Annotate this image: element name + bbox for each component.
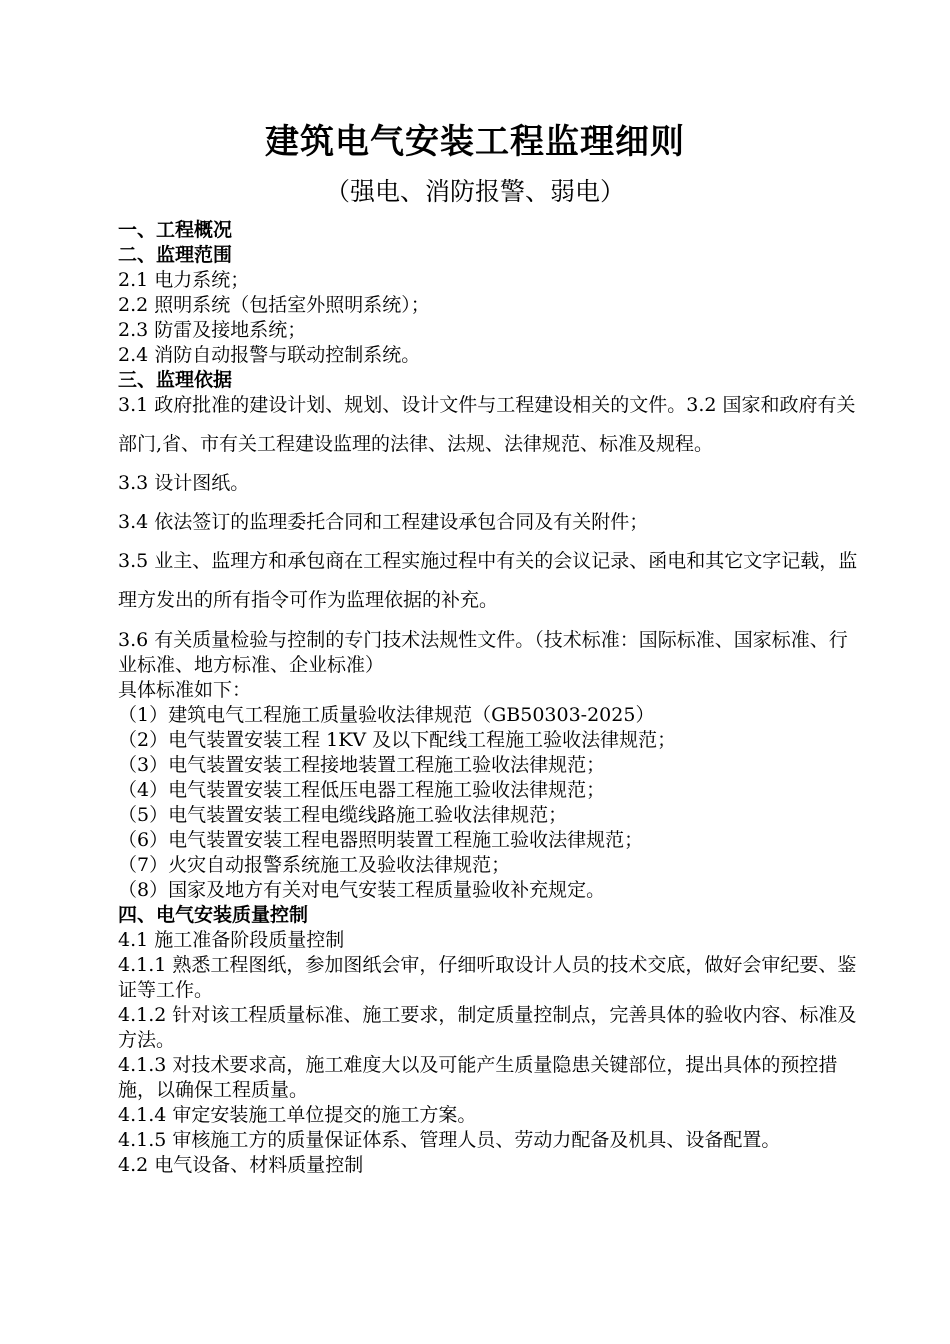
standard-item: （8）国家及地方有关对电气安装工程质量验收补充规定。 (118, 879, 606, 901)
document-body (118, 218, 858, 1178)
section-heading-scope: 二、监理范围 (118, 244, 233, 266)
scope-item: 2.3 防雷及接地系统； (118, 319, 307, 341)
standards-intro: 具体标准如下： (118, 679, 252, 701)
basis-paragraph-3-1: 3.1 政府批准的建设计划、规划、设计文件与工程建设相关的文件。3.2 国家和政府有关部门,省、市有关工程建设监理的法律、法规、法律规范、标准及规程。 (118, 394, 856, 455)
item-4-1-2: 4.1.2 针对该工程质量标准、施工要求，制定质量控制点，完善具体的验收内容、标准及方法。 (118, 1004, 857, 1051)
document-title: 建筑电气安装工程监理细则 (265, 122, 685, 162)
standard-item: （2）电气装置安装工程 1KV 及以下配线工程施工验收法律规范； (118, 729, 677, 751)
standard-item: （4）电气装置安装工程低压电器工程施工验收法律规范； (118, 779, 606, 801)
scope-item: 2.2 照明系统（包括室外照明系统）； (118, 294, 430, 316)
standard-item: （3）电气装置安装工程接地装置工程施工验收法律规范； (118, 754, 606, 776)
scope-item: 2.1 电力系统； (118, 269, 250, 291)
standard-item: （6）电气装置安装工程电器照明装置工程施工验收法律规范； (118, 829, 644, 851)
basis-paragraph-3-5: 3.5 业主、监理方和承包商在工程实施过程中有关的会议记录、函电和其它文字记载，监理方发出的所有指令可作为监理依据的补充。 (118, 550, 858, 611)
standard-item: （7）火灾自动报警系统施工及验收法律规范； (118, 854, 511, 876)
section-heading-basis: 三、监理依据 (118, 369, 233, 391)
standard-item: （1）建筑电气工程施工质量验收法律规范（GB50303-2025） (118, 704, 655, 726)
item-4-1-4: 4.1.4 审定安装施工单位提交的施工方案。 (118, 1104, 477, 1126)
item-4-1-3: 4.1.3 对技术要求高，施工难度大以及可能产生质量隐患关键部位，提出具体的预控措施，以确保工程质量。 (118, 1054, 838, 1101)
item-4-1-1: 4.1.1 熟悉工程图纸，参加图纸会审，仔细听取设计人员的技术交底，做好会审纪要、鉴证等工作。 (118, 954, 857, 1001)
basis-paragraph-3-6: 3.6 有关质量检验与控制的专门技术法规性文件。（技术标准：国际标准、国家标准、行业标准、地方标准、企业标准） (118, 629, 848, 676)
subsection-4-2: 4.2 电气设备、材料质量控制 (118, 1154, 364, 1176)
document-subtitle: （强电、消防报警、弱电） (324, 177, 625, 206)
section-heading-overview: 一、工程概况 (118, 219, 233, 241)
section-heading-quality-control: 四、电气安装质量控制 (118, 904, 309, 926)
item-4-1-5: 4.1.5 审核施工方的质量保证体系、管理人员、劳动力配备及机具、设备配置。 (118, 1129, 781, 1151)
basis-paragraph-3-3: 3.3 设计图纸。 (118, 472, 250, 494)
subsection-4-1: 4.1 施工准备阶段质量控制 (118, 929, 345, 951)
basis-paragraph-3-4: 3.4 依法签订的监理委托合同和工程建设承包合同及有关附件； (118, 511, 649, 533)
scope-item: 2.4 消防自动报警与联动控制系统。 (118, 344, 421, 366)
standard-item: （5）电气装置安装工程电缆线路施工验收法律规范； (118, 804, 568, 826)
